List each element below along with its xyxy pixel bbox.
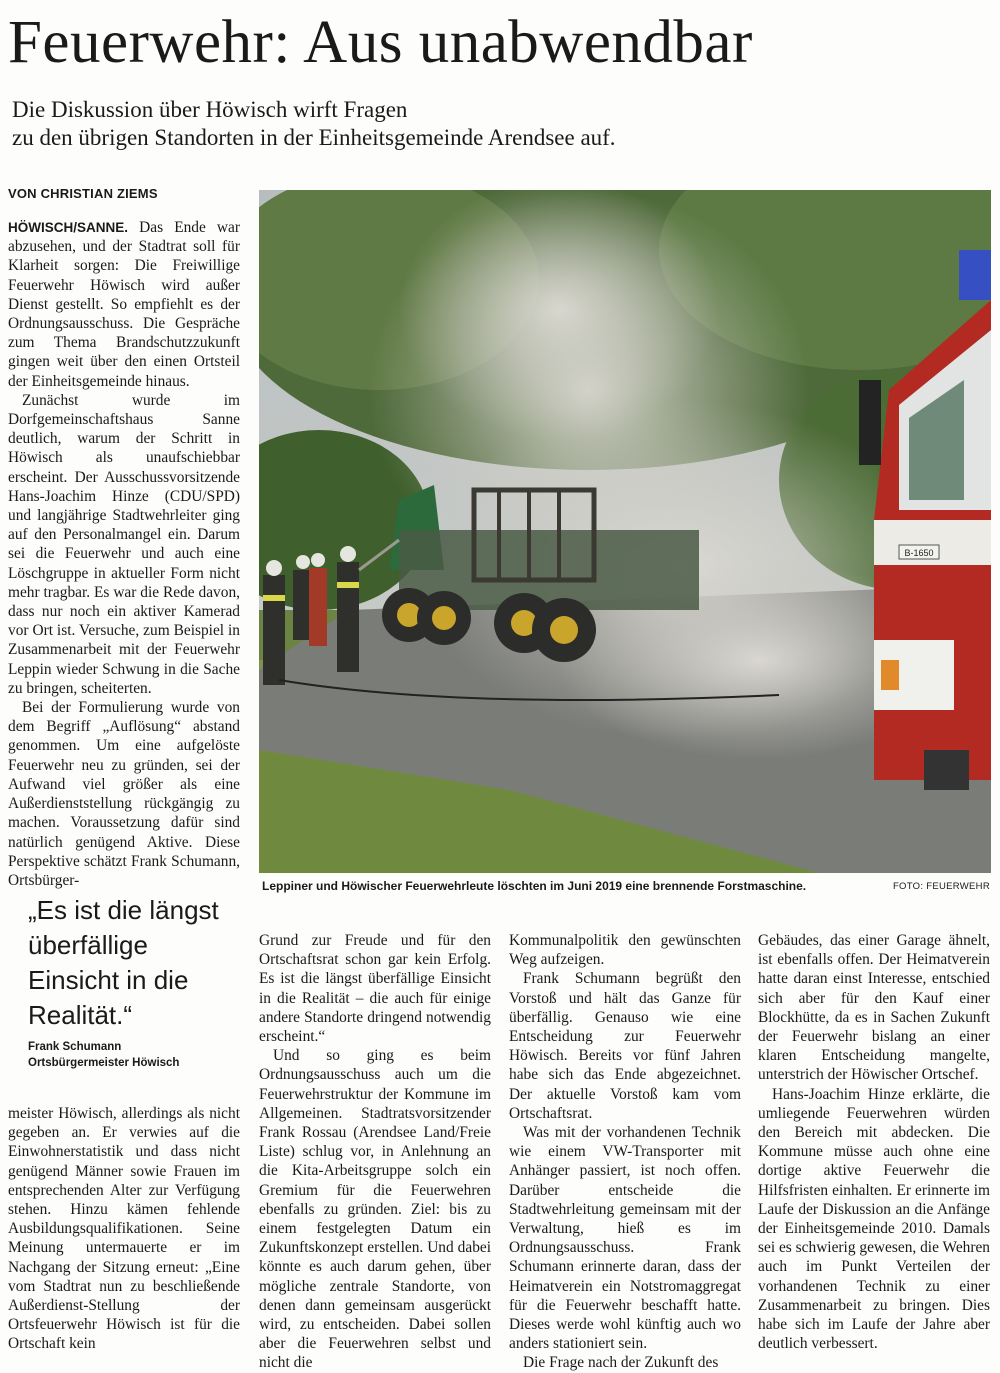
paragraph	[8, 218, 240, 391]
paragraph-text: Das Ende war abzusehen, und der Stadtrat soll für Klarheit sorgen: Die Freiwillige Feuerwehr Höwisch wird außer Dienst gestellt. So empfiehlt es der Ordnungsausschuss. Die Gespräche zum Thema Brandschutzzukunft gingen weit über den einen Ortsteil der Einheitsgemeinde hinaus.	[8, 219, 240, 390]
photo-credit: FOTO: FEUERWEHR	[892, 881, 990, 892]
dateline: HÖWISCH/SANNE.	[8, 220, 129, 235]
photo-caption: Leppiner und Höwischer Feuerwehrleute löschten im Juni 2019 eine brennende Forstmaschine.	[262, 879, 807, 893]
paragraph: Und so ging es beim Ordnungsausschuss auch um die Feuerwehrstruktur der Kommune im Allgemeinen. Stadtratsvorsitzender Frank Rossau (Arendsee Land/Freie Liste) schlug vor, in Anlehnung an die Kita-Arbeitsgruppe solch ein Gremium für die Feuerwehren ebenfalls zu gründen. Ziel: bis zu einem festgelegten Datum ein Zukunftskonzept erstellen. Und dabei könnte es auch darum gehen, über mögliche zentrale Standorte, von denen dann gemeinsam ausgerückt wird, zu entscheiden. Dabei sollen aber die Feuerwehren selbst und nicht die	[259, 1047, 491, 1372]
paragraph: Was mit der vorhandenen Technik wie einem VW-Transporter mit Anhänger passiert, ist noch offen. Darüber entscheide die Stadtwehrleitung gemeinsam mit der Verwaltung, hieß es im Ordnungsausschuss. Frank Schumann erinnerte daran, dass der Heimatverein ein Notstromaggregat für die Feuerwehr beschafft hatte. Dieses werde wohl künftig auch wo anders stationiert sein.	[509, 1124, 741, 1353]
article-column-4	[758, 931, 990, 1353]
article-column-1	[8, 218, 240, 890]
truck-plate: B-1650	[904, 548, 934, 558]
paragraph: meister Höwisch, allerdings als nicht gegeben an. Er verwies auf die Einwohnerstatistik und dass nicht genügend Männer sowie Frauen im entsprechenden Alter zur Verfügung stehen. Hinzu kämen fehlende Ausbildungsqualifikationen. Seine Meinung untermauerte er im Nachgang der Sitzung erneut: „Eine vom Stadtrat nun zu beschließende Außerdienst-Stellung der Ortsfeuerwehr Höwisch ist für die Ortschaft kein	[8, 1105, 240, 1353]
byline: VON CHRISTIAN ZIEMS	[8, 186, 158, 201]
subheadline-line-2: zu den übrigen Standorten in der Einheitsgemeinde Arendsee auf.	[12, 125, 616, 150]
paragraph: Bei der Formulierung wurde von dem Begriff „Auflösung“ abstand genommen. Um eine aufgelöste Feuerwehr neu zu gründen, sei der Aufwand viel größer als eine Außerdienststellung rückgängig zu machen. Voraussetzung dafür sind natürlich genügend Aktive. Diese Perspektive schätzt Frank Schumann, Ortsbürger-	[8, 699, 240, 889]
mirror	[859, 380, 881, 465]
subheadline-line-1: Die Diskussion über Höwisch wirft Fragen	[12, 97, 408, 122]
quote-text: „Es ist die längst überfällige Einsicht in die Realität.“	[28, 895, 219, 1030]
quote-author: Frank Schumann	[28, 1041, 122, 1053]
blue-light	[959, 250, 991, 300]
fire-scene-illustration	[259, 190, 991, 873]
paragraph: Kommunalpolitik den gewünschten Weg aufzeigen.	[509, 932, 741, 969]
paragraph: Grund zur Freude und für den Ortschaftsrat schon gar kein Erfolg. Es ist die längst überfällige Einsicht in die Realität – die auch für einige andere Standorte dringend notwendig erscheint.“	[259, 932, 491, 1046]
headline: Feuerwehr: Aus unabwendbar	[8, 9, 753, 76]
news-photo	[259, 190, 991, 873]
article-column-3	[509, 931, 741, 1373]
paragraph: Zunächst wurde im Dorfgemeinschaftshaus Sanne deutlich, warum der Schritt in Höwisch als unaufschiebbar erscheint. Der Ausschussvorsitzende Hans-Joachim Hinze (CDU/SPD) und langjährige Stadtwehrleiter ging auf den Personalmangel ein. Darum sei die Feuerwehr und auch eine Löschgruppe in aktueller Form nicht mehr tragbar. Es war die Rede davon, dass nur noch ein aktiver Kamerad vor Ort ist. Versuche, zum Beispiel in Zusammenarbeit mit der Feuerwehr Leppin wieder Schwung in die Sache zu bringen, scheiterten.	[8, 391, 240, 697]
paragraph: Gebäudes, das einer Garage ähnelt, ist ebenfalls offen. Der Heimatverein hatte daran einst Interesse, entschied sich aber für den Kauf einer Blockhütte, da es in Sachen Zukunft der Feuerwehr bislang an einer klaren Entscheidung mangelte, unterstrich der Höwischer Ortschef.	[758, 932, 990, 1084]
paragraph: Die Frage nach der Zukunft des	[523, 1354, 719, 1372]
article-column-2	[259, 931, 491, 1373]
paragraph: Hans-Joachim Hinze erklärte, die umliegende Feuerwehren würden den Bereich mit abdecken. Die Kommune müsse auch ohne eine dortige aktive Feuerwehr die Hilfsfristen einhalten. Er erinnerte im Laufe der Diskussion an die Anfänge der Einheitsgemeinde 2010. Damals sei es schwierig gewesen, die Wehren auch im Punkt Verteilen der vorhandenen Technik zu einer Zusammenarbeit zu bringen. Dies habe sich im Laufe der Jahre aber deutlich verbessert.	[758, 1085, 990, 1353]
paragraph: Frank Schumann begrüßt den Vorstoß und hält das Ganze für überfällig. Genauso wie eine Entscheidung zur Feuerwehr Höwisch. Bereits vor fünf Jahren habe sich das Ende abgezeichnet. Der aktuelle Vorstoß kam vom Ortschaftsrat.	[509, 970, 741, 1122]
quote-attribution	[28, 1039, 238, 1071]
pull-quote	[28, 893, 238, 1071]
quote-author-role: Ortsbürgermeister Höwisch	[28, 1057, 180, 1069]
subheadline	[12, 96, 992, 152]
article-column-1-continued	[8, 1104, 240, 1354]
